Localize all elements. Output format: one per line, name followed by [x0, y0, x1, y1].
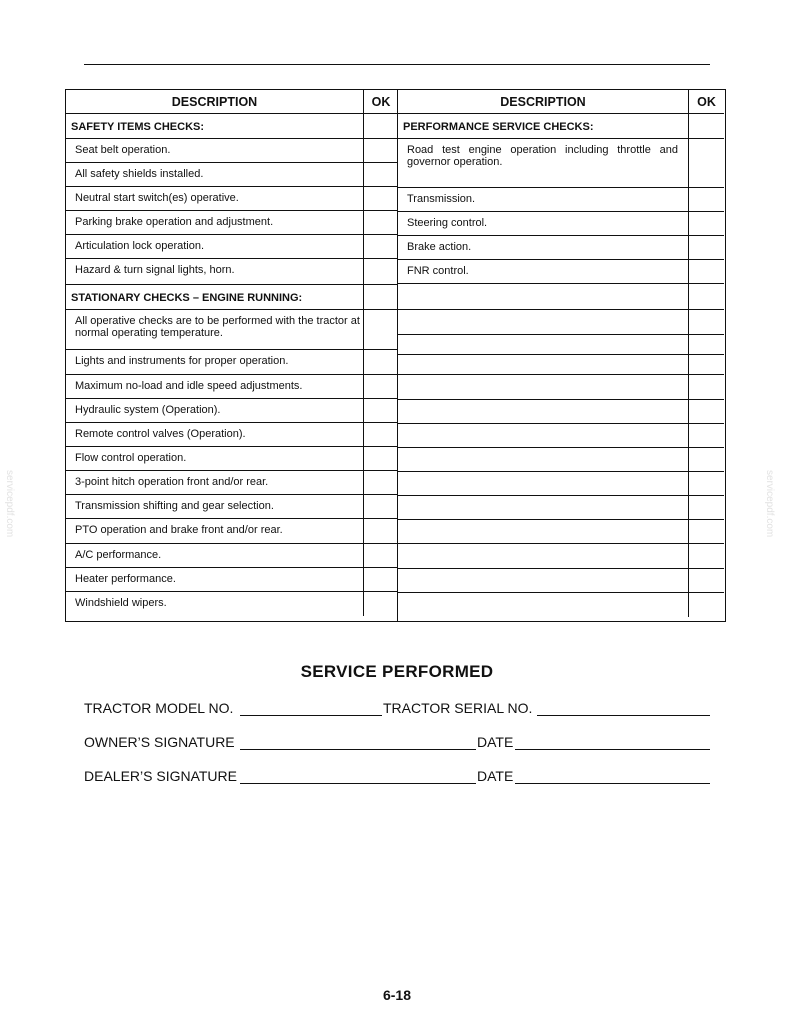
check-description	[398, 593, 688, 617]
ok-checkbox[interactable]	[363, 568, 398, 591]
left-checklist-row	[66, 592, 397, 616]
check-description	[398, 310, 688, 334]
ok-checkbox[interactable]	[688, 424, 724, 447]
check-description	[398, 284, 688, 309]
right-checklist-row	[398, 335, 724, 355]
ok-checkbox[interactable]	[363, 495, 398, 518]
right-checklist-row	[398, 284, 724, 310]
check-description: Brake action.	[407, 241, 472, 253]
right-table-header	[398, 90, 724, 114]
check-description: Heater performance.	[75, 573, 176, 585]
top-rule	[84, 64, 710, 65]
tractor-model-field[interactable]	[240, 715, 382, 716]
left-section-row	[66, 114, 397, 139]
left-checklist-row	[66, 471, 397, 495]
left-checklist-row	[66, 235, 397, 259]
check-description: Neutral start switch(es) operative.	[75, 192, 239, 204]
right-checklist-row	[398, 139, 724, 188]
check-description: Steering control.	[407, 217, 488, 229]
check-description	[398, 544, 688, 568]
check-description: Flow control operation.	[75, 452, 187, 464]
ok-checkbox[interactable]	[363, 235, 398, 258]
right-checklist-row	[398, 400, 724, 424]
check-description	[398, 375, 688, 399]
dealer-date-field[interactable]	[515, 783, 710, 784]
ok-checkbox[interactable]	[363, 375, 398, 398]
right-checklist-row	[398, 544, 724, 569]
check-description: Road test engine operation including throttle and governor operation.	[407, 144, 678, 168]
check-description	[398, 569, 688, 592]
check-description: Hydraulic system (Operation).	[75, 404, 221, 416]
ok-checkbox[interactable]	[688, 188, 724, 211]
left-checklist-row	[66, 310, 397, 350]
left-checklist-row	[66, 375, 397, 399]
right-checklist-row	[398, 593, 724, 617]
check-description: All operative checks are to be performed with the tractor at normal operating temperature.	[75, 315, 360, 339]
check-description: Hazard & turn signal lights, horn.	[75, 264, 235, 276]
check-description: 3-point hitch operation front and/or rear.	[75, 476, 269, 488]
check-description	[398, 448, 688, 471]
owner-date-field[interactable]	[515, 749, 710, 750]
left-checklist-row	[66, 187, 397, 211]
ok-checkbox[interactable]	[363, 139, 398, 162]
dealer-signature-field[interactable]	[240, 783, 476, 784]
check-description: PTO operation and brake front and/or rear.	[75, 524, 283, 536]
left-checklist-row	[66, 544, 397, 568]
left-section-row	[66, 285, 397, 310]
ok-checkbox[interactable]	[688, 335, 724, 354]
ok-checkbox[interactable]	[688, 375, 724, 399]
section-heading: SAFETY ITEMS CHECKS:	[71, 121, 205, 133]
right-checklist-row	[398, 569, 724, 593]
right-checklist-row	[398, 496, 724, 520]
dealer-date-label: DATE	[477, 768, 514, 784]
ok-checkbox[interactable]	[688, 448, 724, 471]
tractor-info-line	[84, 698, 710, 718]
check-description: Windshield wipers.	[75, 597, 167, 609]
ok-checkbox[interactable]	[688, 400, 724, 423]
check-description: Maximum no-load and idle speed adjustments.	[75, 380, 303, 392]
right-checklist-row	[398, 236, 724, 260]
ok-checkbox[interactable]	[688, 236, 724, 259]
watermark-right: servicepdf.com	[764, 470, 775, 538]
ok-checkbox[interactable]	[363, 399, 398, 422]
ok-checkbox[interactable]	[363, 114, 398, 138]
ok-checkbox[interactable]	[363, 163, 398, 186]
ok-checkbox[interactable]	[688, 593, 724, 617]
left-checklist-row	[66, 350, 397, 375]
section-heading: PERFORMANCE SERVICE CHECKS:	[403, 121, 594, 133]
check-description	[398, 424, 688, 447]
check-description: A/C performance.	[75, 549, 162, 561]
right-checklist-row	[398, 260, 724, 284]
check-description: FNR control.	[407, 265, 469, 277]
check-description: Lights and instruments for proper operation.	[75, 355, 289, 367]
check-description: All safety shields installed.	[75, 168, 204, 180]
ok-checkbox[interactable]	[688, 310, 724, 334]
left-checklist-row	[66, 259, 397, 285]
ok-checkbox[interactable]	[363, 423, 398, 446]
left-description-header: DESCRIPTION	[171, 94, 258, 109]
checklist-left-column	[66, 90, 398, 621]
check-description	[398, 496, 688, 519]
ok-checkbox[interactable]	[363, 447, 398, 470]
tractor-serial-label: TRACTOR SERIAL NO.	[383, 700, 533, 716]
check-description	[398, 400, 688, 423]
check-description	[398, 520, 688, 543]
check-description: Articulation lock operation.	[75, 240, 205, 252]
left-checklist-row	[66, 399, 397, 423]
ok-checkbox[interactable]	[688, 260, 724, 283]
ok-checkbox[interactable]	[363, 592, 398, 616]
owner-signature-label: OWNER’S SIGNATURE	[84, 734, 235, 750]
right-checklist-row	[398, 520, 724, 544]
owner-line	[84, 732, 710, 752]
check-description	[398, 335, 688, 354]
ok-checkbox[interactable]	[363, 187, 398, 210]
ok-checkbox[interactable]	[363, 519, 398, 543]
right-checklist-row	[398, 448, 724, 472]
check-description: Remote control valves (Operation).	[75, 428, 246, 440]
watermark-left: servicepdf.com	[4, 470, 15, 538]
ok-checkbox[interactable]	[688, 544, 724, 568]
right-checklist-row	[398, 188, 724, 212]
check-description: Parking brake operation and adjustment.	[75, 216, 274, 228]
left-checklist-row	[66, 568, 397, 592]
owner-signature-field[interactable]	[240, 749, 476, 750]
right-checklist-row	[398, 355, 724, 375]
left-checklist-row	[66, 139, 397, 163]
right-checklist-row	[398, 424, 724, 448]
left-checklist-row	[66, 519, 397, 544]
ok-checkbox[interactable]	[688, 355, 724, 374]
right-checklist-row	[398, 212, 724, 236]
ok-checkbox[interactable]	[363, 211, 398, 234]
tractor-model-label: TRACTOR MODEL NO.	[84, 700, 234, 716]
check-description	[398, 355, 688, 374]
check-description: Seat belt operation.	[75, 144, 171, 156]
ok-checkbox[interactable]	[688, 139, 724, 187]
left-table-header	[66, 90, 397, 114]
left-checklist-row	[66, 423, 397, 447]
ok-checkbox[interactable]	[688, 569, 724, 592]
left-checklist-row	[66, 211, 397, 235]
service-performed-title: SERVICE PERFORMED	[300, 662, 494, 681]
check-description: Transmission.	[407, 193, 476, 205]
check-description	[398, 472, 688, 495]
left-checklist-row	[66, 495, 397, 519]
ok-checkbox[interactable]	[688, 496, 724, 519]
ok-checkbox[interactable]	[363, 259, 398, 284]
ok-checkbox[interactable]	[363, 471, 398, 494]
right-checklist-row	[398, 310, 724, 335]
ok-checkbox[interactable]	[688, 284, 724, 309]
ok-checkbox[interactable]	[688, 520, 724, 543]
ok-checkbox[interactable]	[688, 212, 724, 235]
owner-date-label: DATE	[477, 734, 514, 750]
tractor-serial-field[interactable]	[537, 715, 710, 716]
dealer-signature-label: DEALER’S SIGNATURE	[84, 768, 237, 784]
right-ok-header: OK	[688, 90, 724, 113]
ok-checkbox[interactable]	[363, 544, 398, 567]
section-heading: STATIONARY CHECKS – ENGINE RUNNING:	[71, 292, 303, 304]
right-checklist-row	[398, 472, 724, 496]
left-checklist-row	[66, 447, 397, 471]
right-section-row	[398, 114, 724, 139]
ok-checkbox[interactable]	[688, 114, 724, 138]
page-number: 6-18	[382, 987, 412, 1003]
check-description: Transmission shifting and gear selection.	[75, 500, 274, 512]
dealer-line	[84, 766, 710, 786]
ok-checkbox[interactable]	[363, 310, 398, 349]
left-ok-header: OK	[363, 90, 398, 113]
right-description-header: DESCRIPTION	[500, 94, 586, 109]
ok-checkbox[interactable]	[363, 350, 398, 374]
left-checklist-row	[66, 163, 397, 187]
checklist-table	[65, 89, 726, 622]
ok-checkbox[interactable]	[363, 285, 398, 309]
right-checklist-row	[398, 375, 724, 400]
ok-checkbox[interactable]	[688, 472, 724, 495]
